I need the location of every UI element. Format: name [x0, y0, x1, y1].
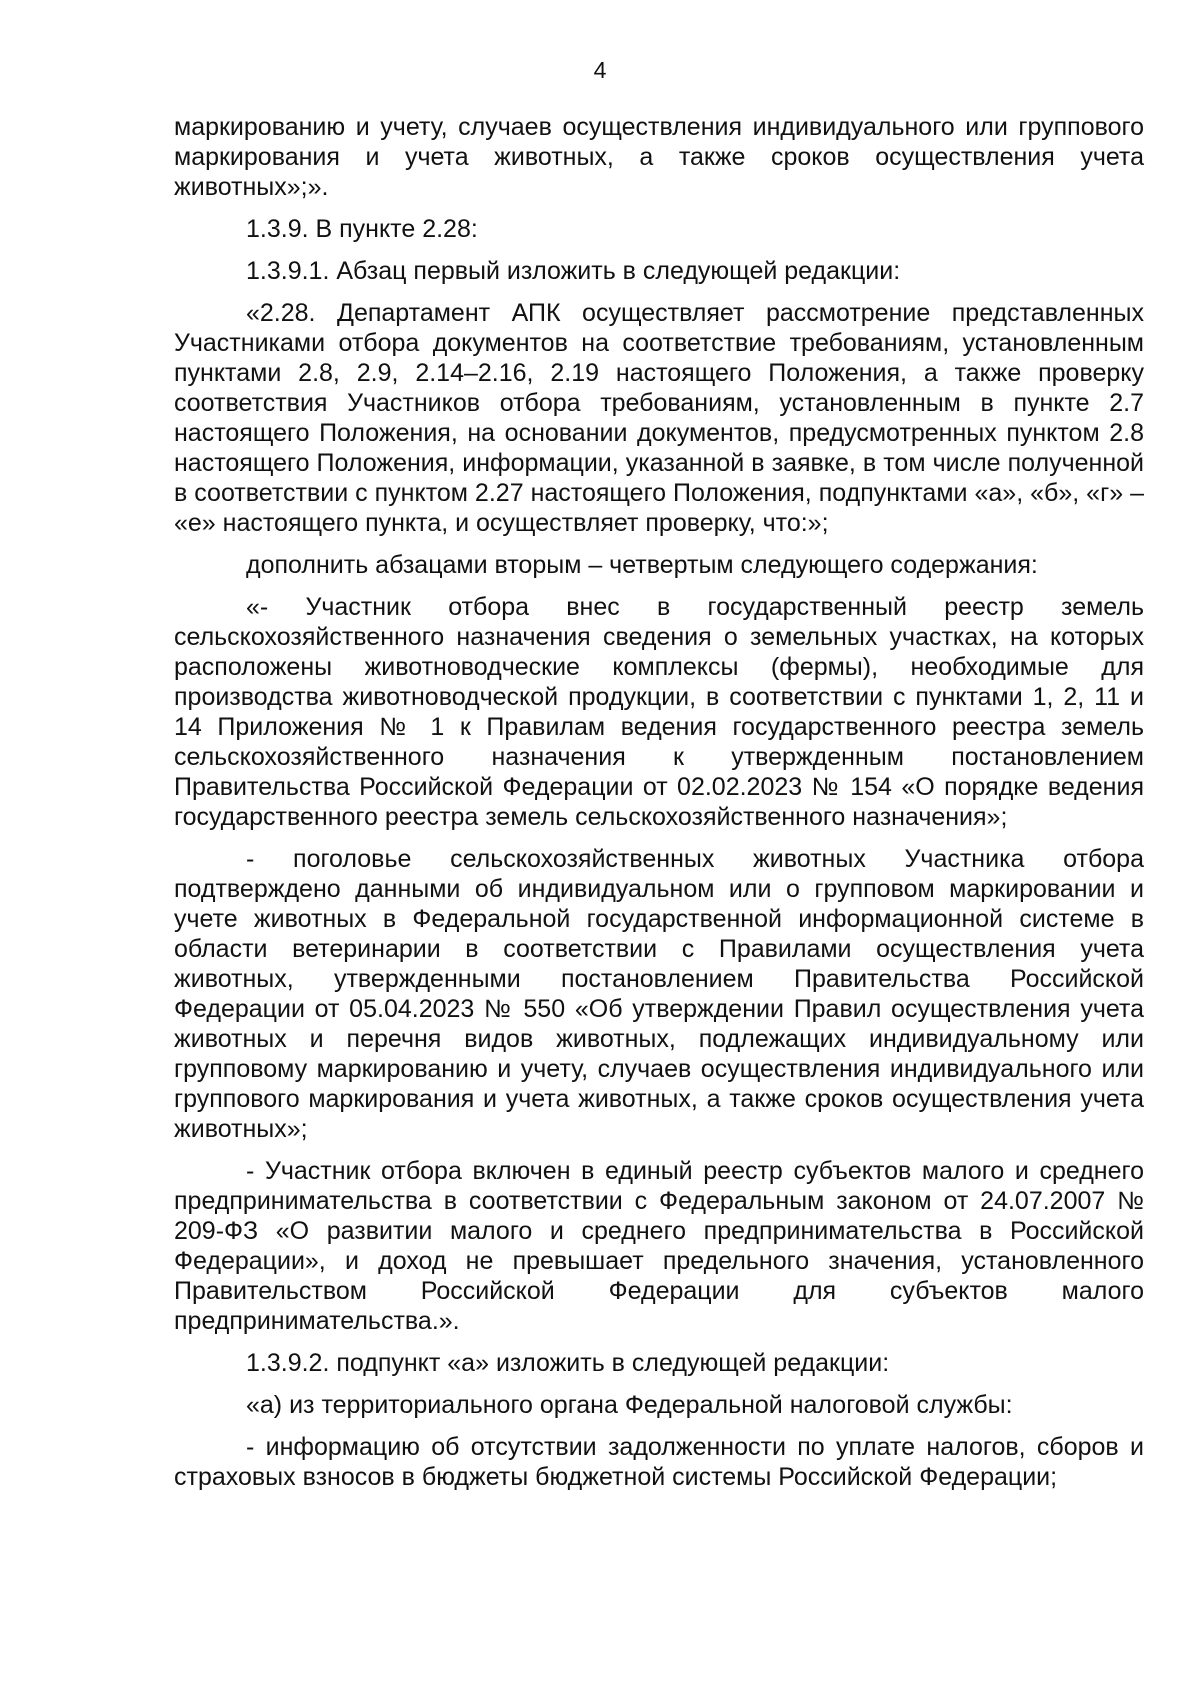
paragraph-continuation: маркированию и учету, случаев осуществления индивидуального или группового маркирования и учета животных, а также сроков осуществления учета животных»;». [174, 113, 1144, 201]
paragraph-clause-2-28: «2.28. Департамент АПК осуществляет рассмотрение представленных Участниками отбора документов на соответствие требованиям, установленным пунктами 2.8, 2.9, 2.14–2.16, 2.19 настоящего Положения, а также проверку соответствия Участников отбора требованиям, установленным в пункте 2.7 настоящего Положения, на основании документов, предусмотренных пунктом 2.8 настоящего Положения, информации, указанной в заявке, в том числе полученной в соответствии с пунктом 2.27 настоящего Положения, подпунктами «а», «б», «г» – «е» настоящего пункта, и осуществляет проверку, что:»; [174, 299, 1144, 537]
paragraph-livestock: - поголовье сельскохозяйственных животных Участника отбора подтверждено данными об индивидуальном или о групповом маркировании и учете животных в Федеральной государственной информационной системе в области ветеринарии в соответствии с Правилами осуществления учета животных, утвержденными постановлением Правительства Российской Федерации от 05.04.2023 № 550 «Об утверждении Правил осуществления учета животных и перечня видов животных, подлежащих индивидуальному или групповому маркированию и учету, случаев осуществления индивидуального или группового маркирования и учета животных, а также сроков осуществления учета животных»; [174, 845, 1144, 1143]
paragraph-supplement-intro: дополнить абзацами вторым – четвертым следующего содержания: [246, 551, 1038, 579]
page-number: 4 [593, 57, 607, 83]
paragraph-item-1-3-9: 1.3.9. В пункте 2.28: [246, 215, 478, 243]
paragraph-item-1-3-9-2: 1.3.9.2. подпункт «а» изложить в следующей редакции: [246, 1349, 890, 1377]
document-body [174, 112, 1144, 1504]
paragraph-item-1-3-9-1: 1.3.9.1. Абзац первый изложить в следующей редакции: [246, 257, 901, 285]
paragraph-land-registry: «- Участник отбора внес в государственный реестр земель сельскохозяйственного назначения сведения о земельных участках, на которых расположены животноводческие комплексы (фермы), необходимые для производства животноводческой продукции, в соответствии с пунктами 1, 2, 11 и 14 Приложения № 1 к Правилам ведения государственного реестра земель сельскохозяйственного назначения к утвержденным постановлением Правительства Российской Федерации от 02.02.2023 № 154 «О порядке ведения государственного реестра земель сельскохозяйственного назначения»; [174, 593, 1144, 831]
paragraph-sme-registry: - Участник отбора включен в единый реестр субъектов малого и среднего предпринимательства в соответствии с Федеральным законом от 24.07.2007 № 209-ФЗ «О развитии малого и среднего предпринимательства в Российской Федерации», и доход не превышает предельного значения, установленного Правительством Российской Федерации для субъектов малого предпринимательства.». [174, 1157, 1144, 1335]
paragraph-subitem-a: «а) из территориального органа Федеральной налоговой службы: [246, 1391, 1013, 1419]
paragraph-tax-info: - информацию об отсутствии задолженности по уплате налогов, сборов и страховых взносов в бюджеты бюджетной системы Российской Федерации; [174, 1433, 1144, 1491]
